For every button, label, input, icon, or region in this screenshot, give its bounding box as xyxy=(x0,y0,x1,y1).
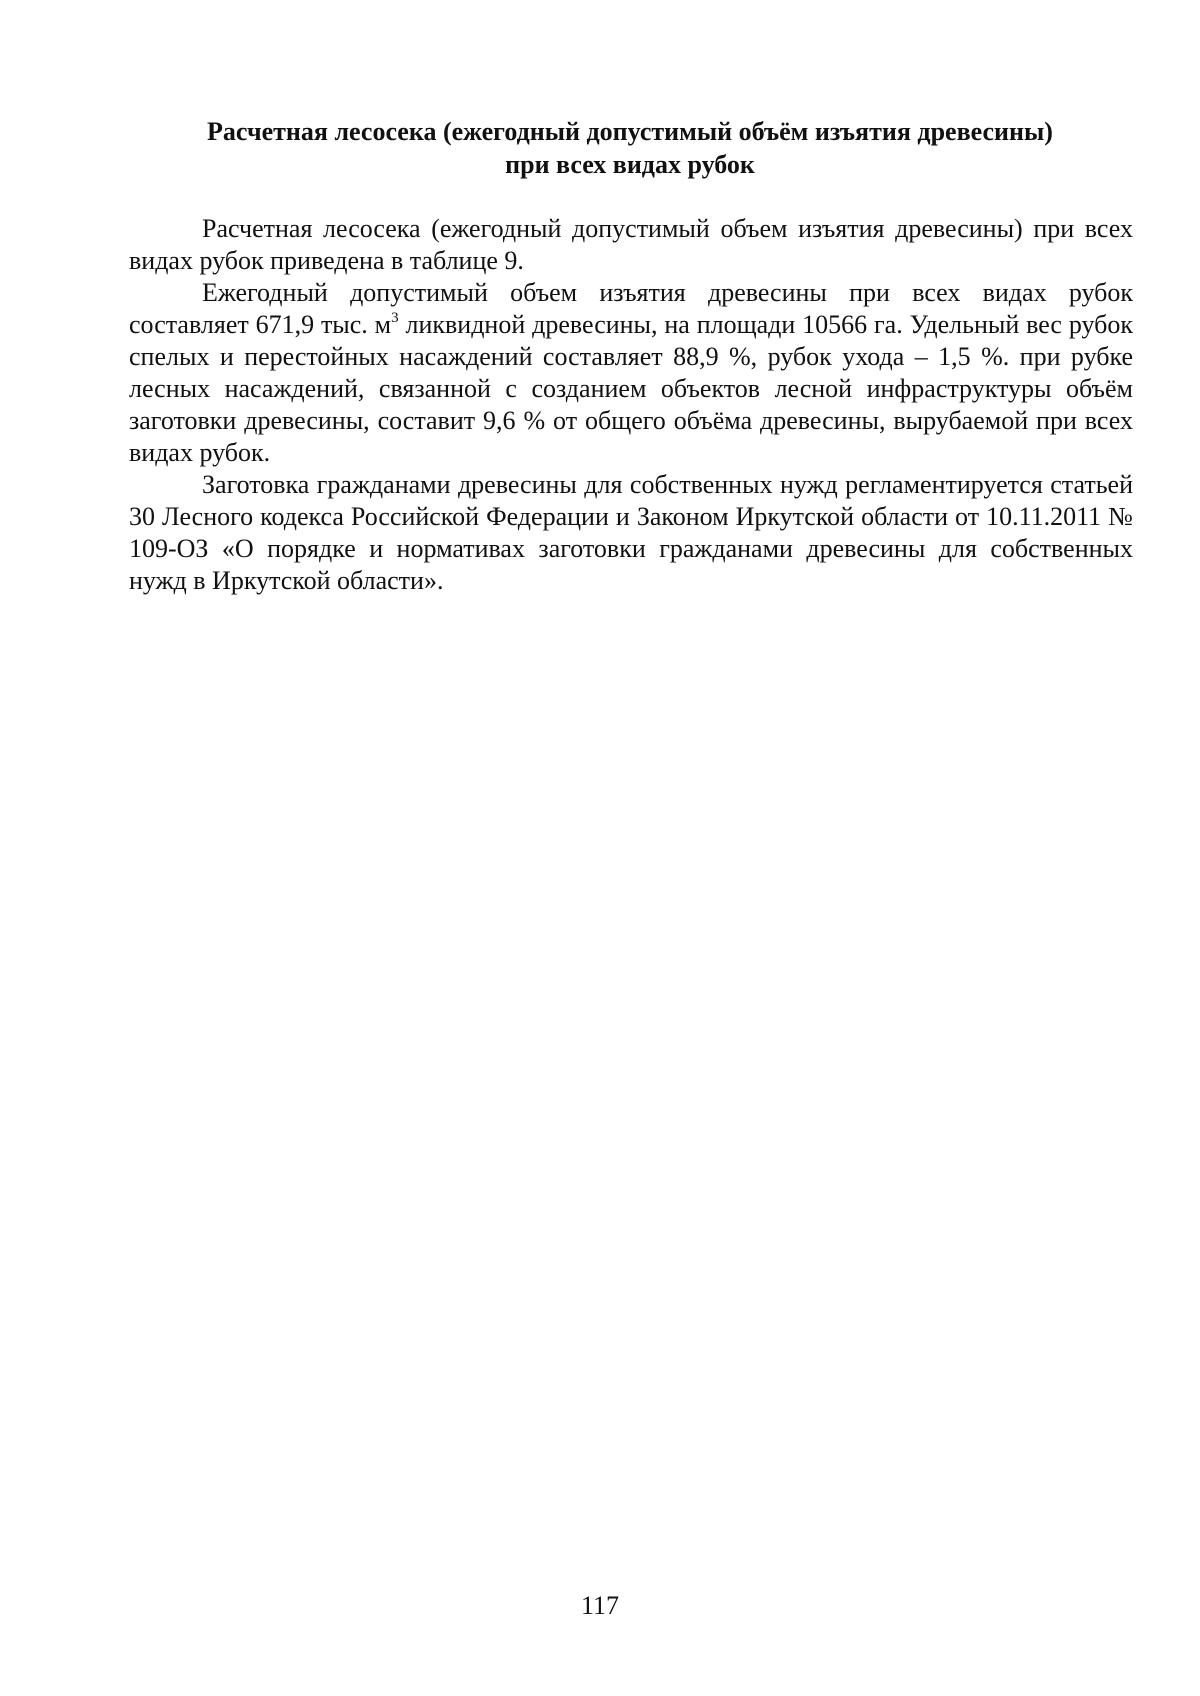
body-text xyxy=(129,213,1133,597)
section-heading-line-1: Расчетная лесосека (ежегодный допустимый объём изъятия древесины) xyxy=(207,117,1053,146)
page-number: 117 xyxy=(580,1591,620,1620)
paragraph-3: Заготовка гражданами древесины для собственных нужд регламентируется статьей 30 Лесного кодекса Российской Федерации и Законом Иркутской области от 10.11.2011 № 109-ОЗ «О порядке и нормативах заготовки гражданами древесины для собственных нужд в Иркутской области». xyxy=(129,470,1133,595)
paragraph-2 xyxy=(129,277,1133,469)
section-heading-line-2: при всех видах рубок xyxy=(505,150,755,179)
paragraph-1: Расчетная лесосека (ежегодный допустимый объем изъятия древесины) при всех видах рубок приведена в таблице 9. xyxy=(129,214,1133,275)
paragraph-2-text-end: ликвидной древесины, на площади 10566 га. Удельный вес рубок спелых и перестойных насаждений составляет 88,9 %, рубок ухода – 1,5 %. при рубке лесных насаждений, связанной с созданием объектов лесной инфраструктуры объём заготовки древесины, составит 9,6 % от общего объёма древесины, вырубаемой при всех видах рубок. xyxy=(129,310,1133,467)
cubic-superscript: 3 xyxy=(391,310,399,326)
paragraph-2-text-start: Ежегодный допустимый объем изъятия древесины при всех видах рубок составляет 671,9 тыс. м xyxy=(129,278,1133,339)
